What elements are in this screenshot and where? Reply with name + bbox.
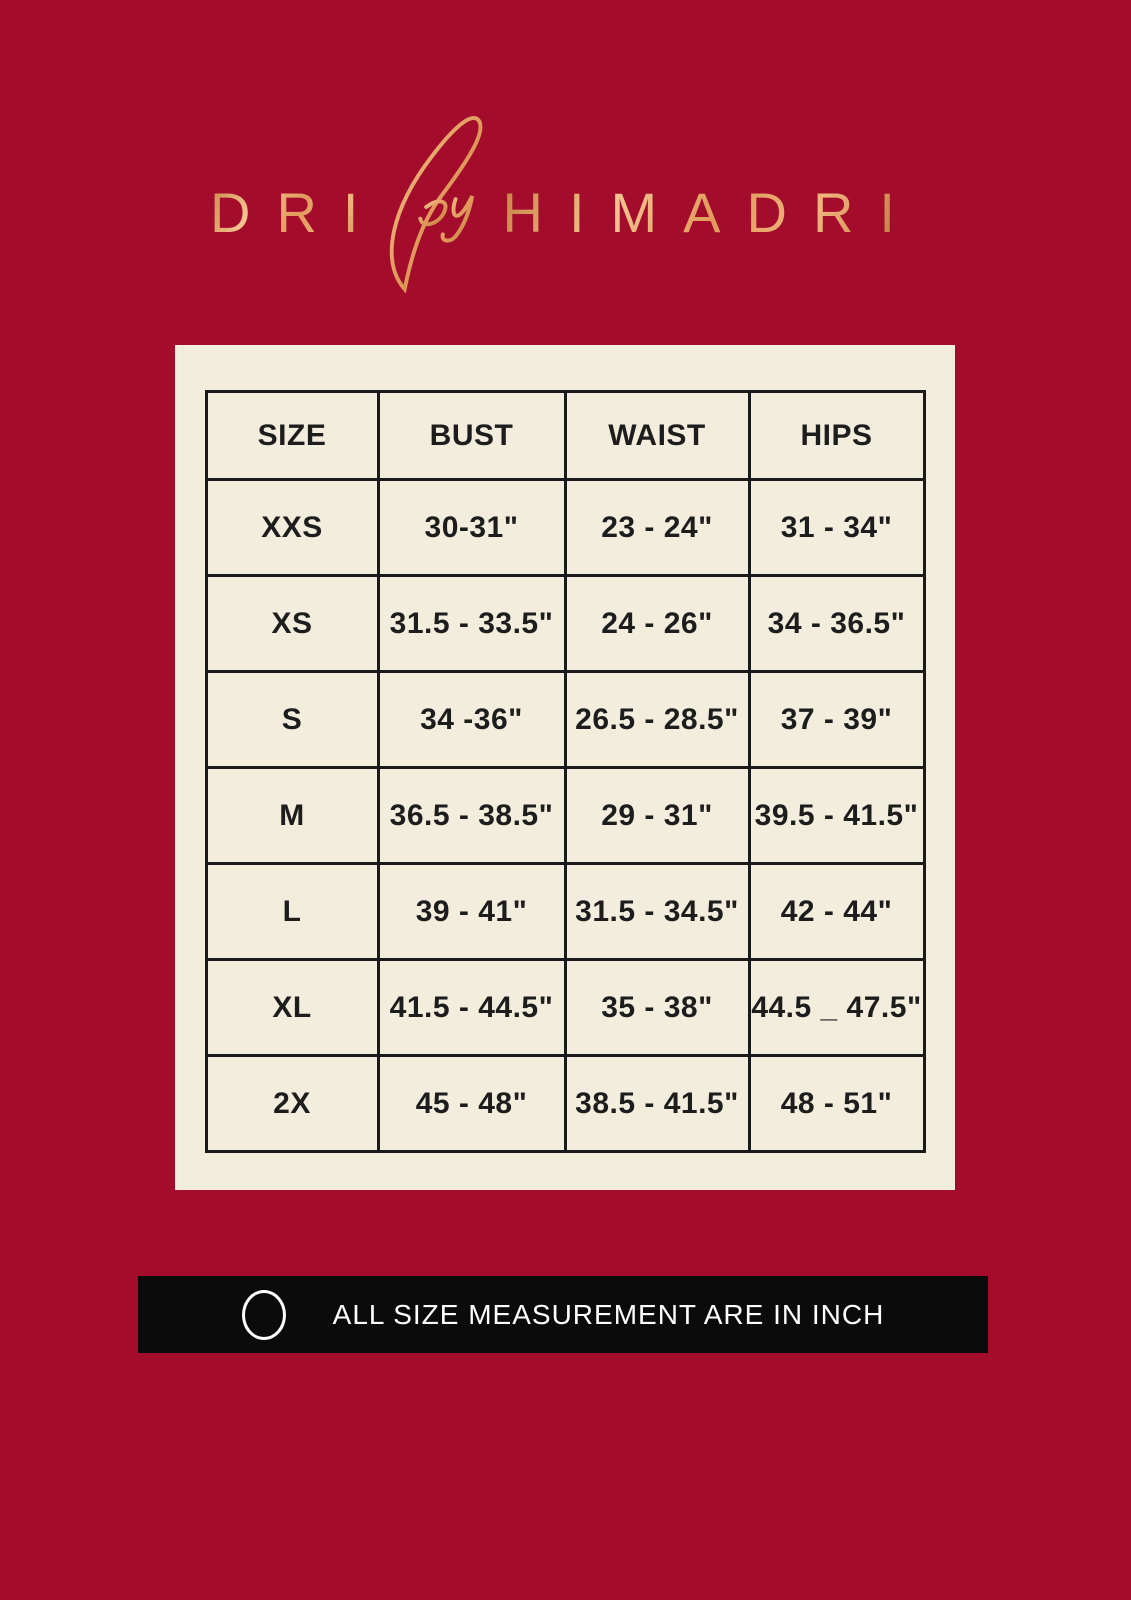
- bust-cell: 36.5 - 38.5": [378, 768, 565, 864]
- table-row: [206, 576, 924, 672]
- brand-name-right: HIMADRI: [503, 171, 921, 241]
- size-cell: XS: [206, 576, 378, 672]
- hips-cell: 48 - 51": [749, 1056, 924, 1152]
- hips-cell: 37 - 39": [749, 672, 924, 768]
- waist-cell: 23 - 24": [565, 480, 749, 576]
- size-cell: 2X: [206, 1056, 378, 1152]
- hips-cell: 44.5 _ 47.5": [749, 960, 924, 1056]
- bust-cell: 39 - 41": [378, 864, 565, 960]
- bust-cell: 31.5 - 33.5": [378, 576, 565, 672]
- hips-cell: 39.5 - 41.5": [749, 768, 924, 864]
- bust-cell: 34 -36": [378, 672, 565, 768]
- size-cell: XL: [206, 960, 378, 1056]
- column-header-hips: HIPS: [749, 392, 924, 480]
- size-cell: M: [206, 768, 378, 864]
- column-header-bust: BUST: [378, 392, 565, 480]
- waist-cell: 35 - 38": [565, 960, 749, 1056]
- waist-cell: 29 - 31": [565, 768, 749, 864]
- brand-logo: [0, 108, 1131, 303]
- waist-cell: 24 - 26": [565, 576, 749, 672]
- hips-cell: 34 - 36.5": [749, 576, 924, 672]
- header-row: [206, 392, 924, 480]
- hips-cell: 31 - 34": [749, 480, 924, 576]
- waist-cell: 38.5 - 41.5": [565, 1056, 749, 1152]
- measurement-note-text: ALL SIZE MEASUREMENT ARE IN INCH: [332, 1298, 885, 1330]
- table-body: [206, 480, 924, 1152]
- column-header-waist: WAIST: [565, 392, 749, 480]
- size-cell: XXS: [206, 480, 378, 576]
- waist-cell: 31.5 - 34.5": [565, 864, 749, 960]
- table-row: [206, 672, 924, 768]
- table-row: [206, 480, 924, 576]
- waist-cell: 26.5 - 28.5": [565, 672, 749, 768]
- table-header: [206, 392, 924, 480]
- bust-cell: 41.5 - 44.5": [378, 960, 565, 1056]
- bust-cell: 45 - 48": [378, 1056, 565, 1152]
- size-cell: S: [206, 672, 378, 768]
- size-chart-panel: [175, 345, 955, 1190]
- hips-cell: 42 - 44": [749, 864, 924, 960]
- circle-outline-icon: [242, 1290, 286, 1340]
- size-cell: L: [206, 864, 378, 960]
- column-header-size: SIZE: [206, 392, 378, 480]
- size-chart-table: [205, 390, 926, 1153]
- brand-name-left: DRI: [210, 171, 384, 241]
- by-script-icon: [371, 113, 499, 299]
- measurement-note-banner: [138, 1276, 988, 1353]
- table-row: [206, 864, 924, 960]
- table-row: [206, 768, 924, 864]
- table-row: [206, 960, 924, 1056]
- table-row: [206, 1056, 924, 1152]
- bust-cell: 30-31": [378, 480, 565, 576]
